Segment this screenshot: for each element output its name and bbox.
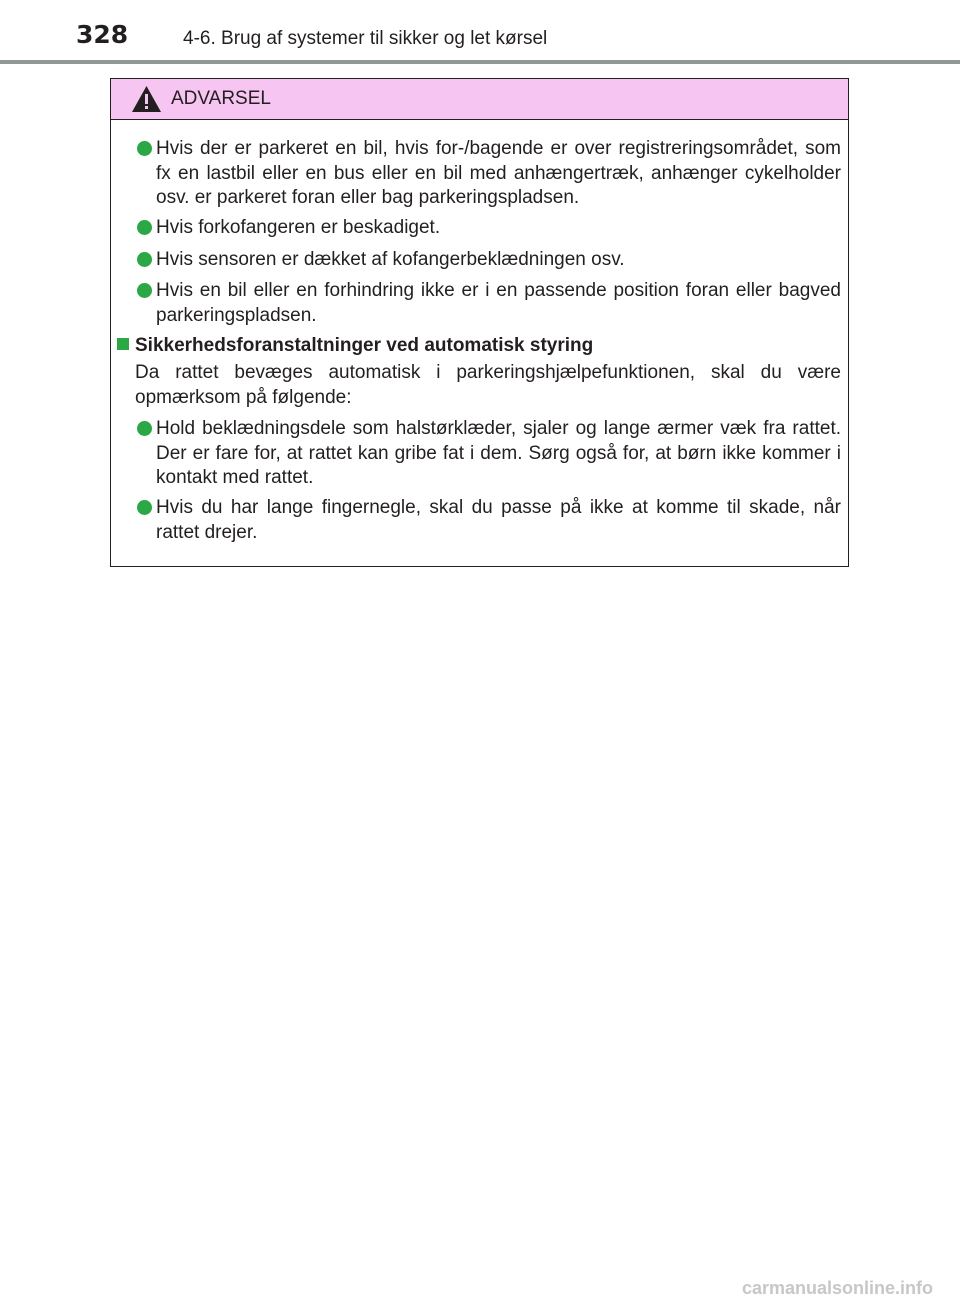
bullet-icon bbox=[137, 141, 152, 156]
bullet-icon bbox=[137, 500, 152, 515]
list-item bbox=[137, 137, 841, 211]
subsection-heading bbox=[117, 334, 837, 358]
list-item-text: Hvis du har lange fingernegle, skal du passe på ikke at komme til skade, når rattet drejer. bbox=[156, 497, 841, 543]
section-title: 4-6. Brug af systemer til sikker og let kørsel bbox=[183, 28, 548, 49]
list-item-text: Hvis sensoren er dækket af kofangerbeklædningen osv. bbox=[156, 249, 625, 270]
list-item bbox=[137, 496, 841, 545]
list-item-text: Hold beklædningsdele som halstørklæder, sjaler og lange ærmer væk fra rattet. Der er fare for, at rattet kan gribe fat i dem. Sørg også for, at børn ikke kommer i kontakt med rattet. bbox=[156, 418, 841, 488]
subsection-heading-text: Sikkerhedsforanstaltninger ved automatisk styring bbox=[135, 335, 594, 356]
list-item bbox=[137, 248, 841, 273]
watermark: carmanualsonline.info bbox=[742, 1278, 934, 1298]
list-item-text: Hvis der er parkeret en bil, hvis for-/bagende er over registreringsområdet, som fx en lastbil eller en bus eller en bil med anhængertræk, anhænger cykelholder osv. er parkeret foran eller bag parkeringspladsen. bbox=[156, 138, 841, 208]
list-item bbox=[137, 417, 841, 491]
header-rule bbox=[0, 60, 960, 64]
list-item-text: Hvis forkofangeren er beskadiget. bbox=[156, 217, 441, 238]
list-item-text: Hvis en bil eller en forhindring ikke er i en passende position foran eller bagved parkeringspladsen. bbox=[156, 280, 841, 326]
list-item bbox=[137, 216, 841, 241]
bullet-icon bbox=[137, 421, 152, 436]
bullet-icon bbox=[137, 220, 152, 235]
square-bullet-icon bbox=[117, 338, 129, 350]
warning-box bbox=[110, 78, 849, 567]
bullet-icon bbox=[137, 283, 152, 298]
warning-header bbox=[111, 79, 848, 120]
bullet-icon bbox=[137, 252, 152, 267]
list-item bbox=[137, 279, 841, 328]
page-number: 328 bbox=[76, 20, 129, 49]
subsection-intro: Da rattet bevæges automatisk i parkeringshjælpefunktionen, skal du være opmærksom på følgende: bbox=[135, 362, 841, 408]
warning-title: ADVARSEL bbox=[171, 88, 271, 109]
warning-triangle-icon bbox=[131, 85, 162, 113]
